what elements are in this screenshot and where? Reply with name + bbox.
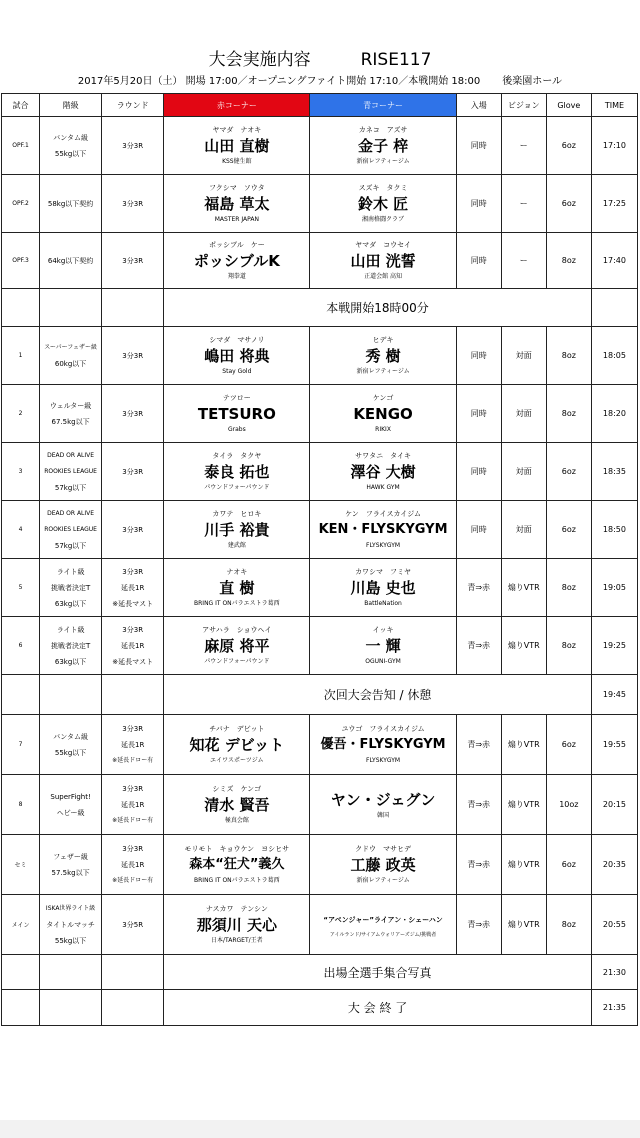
blue-fighter: スズキ タクミ 鈴木 匠 湘南格闘クラブ xyxy=(310,175,456,233)
bout-number: メイン xyxy=(2,895,40,955)
time-cell: 18:20 xyxy=(591,385,637,443)
bout-row xyxy=(2,443,638,501)
bout-number: 2 xyxy=(2,385,40,443)
bout-row xyxy=(2,715,638,775)
entrance-cell: 同時 xyxy=(456,327,501,385)
time-cell: 20:35 xyxy=(591,835,637,895)
col-weight: 階級 xyxy=(40,94,102,117)
photo-time: 21:30 xyxy=(591,955,637,990)
schedule-line xyxy=(0,72,640,87)
round-info: 3分5R xyxy=(102,895,164,955)
round-info: 3分3R 延長1R ※延長ドロー有 xyxy=(102,775,164,835)
entrance-cell: 同時 xyxy=(456,385,501,443)
venue-text: 後楽園ホール xyxy=(502,76,563,87)
col-vision: ビジョン xyxy=(501,94,546,117)
red-fighter: チバナ デビット 知花 デビット エイワスポーツジム xyxy=(164,715,310,775)
bout-number: OPF.3 xyxy=(2,233,40,289)
glove-cell: 6oz xyxy=(546,501,591,559)
blue-fighter: ケンゴ KENGO RIKIX xyxy=(310,385,456,443)
blue-fighter: カワシマ フミヤ 川島 史也 BattleNation xyxy=(310,559,456,617)
entrance-cell: 同時 xyxy=(456,117,501,175)
weight-class: DEAD OR ALIVE ROOKIES LEAGUE 57kg以下 xyxy=(40,501,102,559)
blue-fighter: ヤン・ジェグン 韓国 xyxy=(310,775,456,835)
red-fighter: シミズ ケンゴ 清水 賢吾 極真会館 xyxy=(164,775,310,835)
col-round: ラウンド xyxy=(102,94,164,117)
round-info: 3分3R 延長1R ※延長マスト xyxy=(102,559,164,617)
red-fighter: ヤマダ ナオキ 山田 直樹 KSS健生館 xyxy=(164,117,310,175)
weight-class: 58kg以下契約 xyxy=(40,175,102,233)
bout-row xyxy=(2,175,638,233)
col-match: 試合 xyxy=(2,94,40,117)
entrance-cell: 青⇒赤 xyxy=(456,895,501,955)
bout-row xyxy=(2,233,638,289)
bout-row xyxy=(2,835,638,895)
glove-cell: 6oz xyxy=(546,117,591,175)
blue-fighter: クドウ マサヒデ 工藤 政英 新宿レフティージム xyxy=(310,835,456,895)
col-entrance: 入場 xyxy=(456,94,501,117)
round-info: 3分3R 延長1R ※延長マスト xyxy=(102,617,164,675)
red-fighter: ナスカワ テンシン 那須川 天心 日本/TARGET/王者 xyxy=(164,895,310,955)
vision-cell: 対面 xyxy=(501,385,546,443)
bout-row xyxy=(2,895,638,955)
round-info: 3分3R xyxy=(102,443,164,501)
announce-text: 次回大会告知 / 休憩 xyxy=(164,675,592,715)
blue-fighter: ヒデキ 秀 樹 新宿レフティージム xyxy=(310,327,456,385)
bout-number: セミ xyxy=(2,835,40,895)
glove-cell: 6oz xyxy=(546,175,591,233)
bout-row xyxy=(2,385,638,443)
red-fighter: ナオキ 直 樹 BRING IT ONパラエストラ葛西 xyxy=(164,559,310,617)
round-info: 3分3R xyxy=(102,501,164,559)
entrance-cell: 同時 xyxy=(456,175,501,233)
time-cell: 19:05 xyxy=(591,559,637,617)
round-info: 3分3R xyxy=(102,233,164,289)
end-row xyxy=(2,990,638,1026)
fight-card-table xyxy=(1,93,638,1026)
bout-row xyxy=(2,559,638,617)
time-cell: 20:55 xyxy=(591,895,637,955)
glove-cell: 8oz xyxy=(546,617,591,675)
red-fighter: カワテ ヒロキ 川手 裕貴 建武館 xyxy=(164,501,310,559)
round-info: 3分3R 延長1R ※延長ドロー有 xyxy=(102,835,164,895)
entrance-cell: 青⇒赤 xyxy=(456,835,501,895)
entrance-cell: 青⇒赤 xyxy=(456,715,501,775)
weight-class: ISKA世界ライト級 タイトルマッチ 55kg以下 xyxy=(40,895,102,955)
round-info: 3分3R 延長1R ※延長ドロー有 xyxy=(102,715,164,775)
round-info: 3分3R xyxy=(102,175,164,233)
vision-cell: 煽りVTR xyxy=(501,559,546,617)
time-cell: 18:05 xyxy=(591,327,637,385)
glove-cell: 8oz xyxy=(546,895,591,955)
vision-cell: 煽りVTR xyxy=(501,775,546,835)
red-fighter: シマダ マサノリ 嶋田 将典 Stay Gold xyxy=(164,327,310,385)
glove-cell: 8oz xyxy=(546,327,591,385)
blue-fighter: イッキ 一 輝 OGUNI-GYM xyxy=(310,617,456,675)
schedule-text: 開場 17:00／オープニングファイト開始 17:10／本戦開始 18:00 xyxy=(185,76,481,87)
main-start-text: 本戦開始18時00分 xyxy=(164,289,592,327)
blue-fighter: カネコ アズサ 金子 梓 新宿レフティージム xyxy=(310,117,456,175)
glove-cell: 10oz xyxy=(546,775,591,835)
red-fighter: フクシマ ソウタ 福島 草太 MASTER JAPAN xyxy=(164,175,310,233)
photo-row xyxy=(2,955,638,990)
title-text: 大会実施内容 xyxy=(208,50,311,70)
vision-cell: ー xyxy=(501,175,546,233)
vision-cell: 煽りVTR xyxy=(501,895,546,955)
vision-cell: 煽りVTR xyxy=(501,715,546,775)
entrance-cell: 青⇒赤 xyxy=(456,775,501,835)
vision-cell: 煽りVTR xyxy=(501,617,546,675)
bout-number: 7 xyxy=(2,715,40,775)
bout-row xyxy=(2,617,638,675)
red-fighter: アサハラ ショウヘイ 麻原 将平 パウンドフォーパウンド xyxy=(164,617,310,675)
col-glove: Glove xyxy=(546,94,591,117)
glove-cell: 8oz xyxy=(546,233,591,289)
vision-cell: 対面 xyxy=(501,443,546,501)
glove-cell: 6oz xyxy=(546,443,591,501)
weight-class: 64kg以下契約 xyxy=(40,233,102,289)
weight-class: DEAD OR ALIVE ROOKIES LEAGUE 57kg以下 xyxy=(40,443,102,501)
announce-time: 19:45 xyxy=(591,675,637,715)
vision-cell: 対面 xyxy=(501,327,546,385)
time-cell: 18:35 xyxy=(591,443,637,501)
vision-cell: ー xyxy=(501,117,546,175)
entrance-cell: 同時 xyxy=(456,501,501,559)
glove-cell: 8oz xyxy=(546,385,591,443)
weight-class: ライト級 挑戦者決定T 63kg以下 xyxy=(40,617,102,675)
glove-cell: 6oz xyxy=(546,835,591,895)
bout-number: 1 xyxy=(2,327,40,385)
col-red-corner: 赤コーナー xyxy=(164,94,310,117)
red-fighter: テツロー TETSURO Grabs xyxy=(164,385,310,443)
time-cell: 19:55 xyxy=(591,715,637,775)
bout-number: 5 xyxy=(2,559,40,617)
bout-row xyxy=(2,117,638,175)
red-fighter: ポッシブル ケー ポッシブルK 翔拳道 xyxy=(164,233,310,289)
end-time: 21:35 xyxy=(591,990,637,1026)
weight-class: フェザー級 57.5kg以下 xyxy=(40,835,102,895)
entrance-cell: 青⇒赤 xyxy=(456,617,501,675)
bout-number: 3 xyxy=(2,443,40,501)
entrance-cell: 同時 xyxy=(456,233,501,289)
glove-cell: 6oz xyxy=(546,715,591,775)
announce-row xyxy=(2,675,638,715)
bout-number: OPF.1 xyxy=(2,117,40,175)
bout-number: 4 xyxy=(2,501,40,559)
blue-fighter: ケン フライスカイジム KEN・FLYSKYGYM FLYSKYGYM xyxy=(310,501,456,559)
blue-fighter: サワタニ タイキ 澤谷 大樹 HAWK GYM xyxy=(310,443,456,501)
weight-class: ウェルター級 67.5kg以下 xyxy=(40,385,102,443)
time-cell: 17:10 xyxy=(591,117,637,175)
vision-cell: ー xyxy=(501,233,546,289)
weight-class: SuperFight! ヘビー級 xyxy=(40,775,102,835)
red-fighter: モリモト キョウケン ヨシヒサ 森本“狂犬”義久 BRING IT ONパラエストラ葛西 xyxy=(164,835,310,895)
bout-row xyxy=(2,775,638,835)
glove-cell: 8oz xyxy=(546,559,591,617)
blue-fighter: ユウゴ フライスカイジム 優吾・FLYSKYGYM FLYSKYGYM xyxy=(310,715,456,775)
weight-class: スーパーフェザー級 60kg以下 xyxy=(40,327,102,385)
weight-class: バンタム級 55kg以下 xyxy=(40,117,102,175)
bout-number: OPF.2 xyxy=(2,175,40,233)
red-fighter: タイラ タクヤ 泰良 拓也 パウンドフォーパウンド xyxy=(164,443,310,501)
event-name: RISE117 xyxy=(360,50,432,70)
time-cell: 19:25 xyxy=(591,617,637,675)
vision-cell: 煽りVTR xyxy=(501,835,546,895)
vision-cell: 対面 xyxy=(501,501,546,559)
entrance-cell: 青⇒赤 xyxy=(456,559,501,617)
header-row xyxy=(2,94,638,117)
time-cell: 18:50 xyxy=(591,501,637,559)
time-cell: 20:15 xyxy=(591,775,637,835)
bout-number: 8 xyxy=(2,775,40,835)
round-info: 3分3R xyxy=(102,327,164,385)
time-cell: 17:25 xyxy=(591,175,637,233)
round-info: 3分3R xyxy=(102,385,164,443)
bout-row xyxy=(2,501,638,559)
bout-number: 6 xyxy=(2,617,40,675)
weight-class: ライト級 挑戦者決定T 63kg以下 xyxy=(40,559,102,617)
photo-text: 出場全選手集合写真 xyxy=(164,955,592,990)
event-date: 2017年5月20日（土） xyxy=(77,76,183,87)
entrance-cell: 同時 xyxy=(456,443,501,501)
time-cell: 17:40 xyxy=(591,233,637,289)
main-start-row xyxy=(2,289,638,327)
bout-row xyxy=(2,327,638,385)
end-text: 大 会 終 了 xyxy=(164,990,592,1026)
col-time: TIME xyxy=(591,94,637,117)
blue-fighter: ヤマダ コウセイ 山田 洸誓 正道会館 高知 xyxy=(310,233,456,289)
blue-fighter: “アベンジャー”ライアン・シェーハン アイルランド/サイアムウォリアーズジム/挑戦者 xyxy=(310,895,456,955)
col-blue-corner: 青コーナー xyxy=(310,94,456,117)
weight-class: バンタム級 55kg以下 xyxy=(40,715,102,775)
round-info: 3分3R xyxy=(102,117,164,175)
bottom-margin xyxy=(0,1120,640,1138)
page-title xyxy=(0,45,640,70)
